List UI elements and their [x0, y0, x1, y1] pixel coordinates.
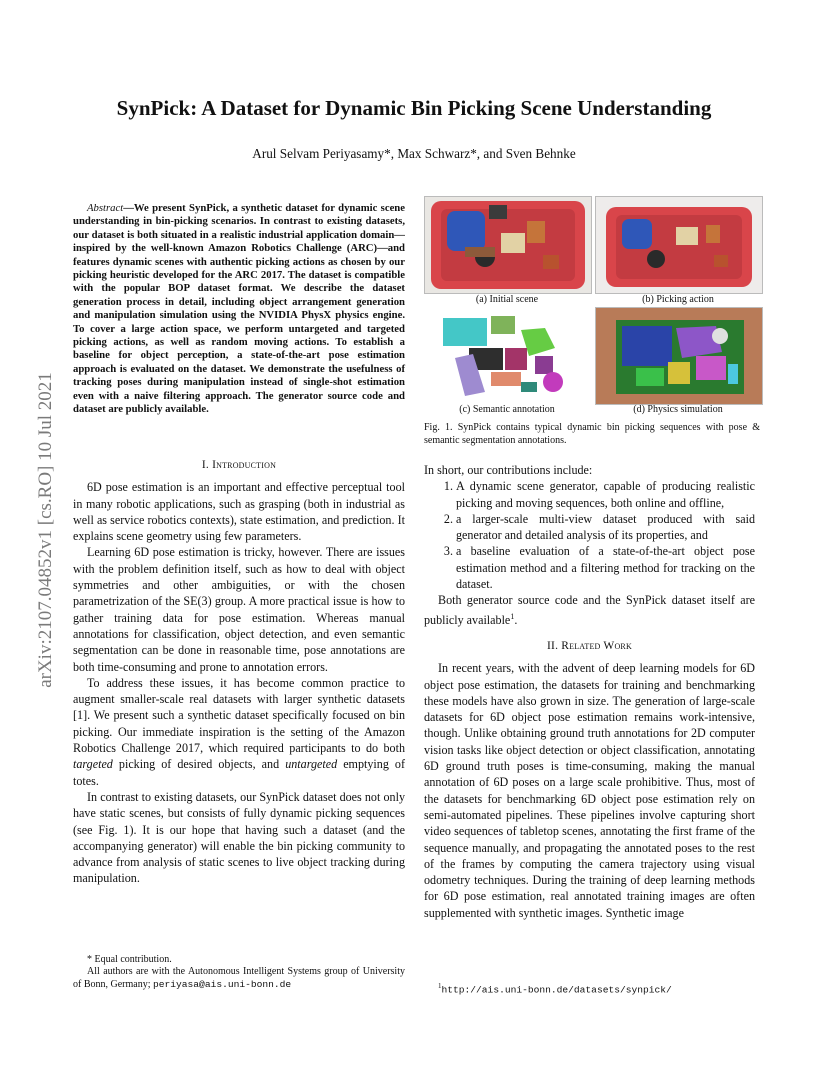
figure-panel-physics — [595, 307, 763, 405]
related-heading-num: II. — [547, 640, 559, 652]
intro-heading-text: Introduction — [212, 459, 277, 471]
subcaption-a: (a) Initial scene — [475, 294, 539, 305]
intro-heading — [73, 457, 405, 473]
physics-simulation-image — [596, 308, 762, 404]
contributions-list — [424, 478, 755, 592]
related-paragraph-1: In recent years, with the advent of deep learning models for 6D object pose estimation, the datasets for training and benchmarking these models have also grown in size. The generation of large-scale datasets for 6D object pose estimation remains work-intensive, though. Unlike obtaining ground truth annotations for 2D computer vision tasks like object detection or object classification, annotating 6D ground truth poses is time-consuming, making the manual annotation of 6D poses on a large scale prohibitive. Thus, most of the datasets for benchmarking 6D object pose estimation rely on semi-automated pipelines. These pipelines involve capturing short video sequences of tabletop scenes, annotating the first frame of the sequence manually, and propagating the annotated poses to the rest of the frames by computing the camera trajectory using visual odometry techniques. During the training of deep learning methods for 6D pose estimation, real annotated training images are often supplemented with synthetic images. Synthetic image — [424, 661, 755, 920]
intro-heading-num: I. — [201, 459, 209, 471]
figure-panel-initial-scene — [424, 196, 592, 294]
figure-panel-semantic — [424, 307, 592, 405]
figure-caption: Fig. 1. SynPick contains typical dynamic bin picking sequences with pose & semantic segmentation annotations. — [424, 422, 760, 446]
intro-paragraph-4: In contrast to existing datasets, our SynPick dataset does not only have static scenes, but consists of fully dynamic picking sequences (see Fig. 1). It is our hope that having such a dataset (and the accompanying generator) will enable the bin picking community to advance from analysis of static scenes to live object tracking during manipulation. — [73, 789, 405, 886]
contribution-item: 3. a baseline evaluation of a state-of-the-art object pose estimation method and a filtering method for tracking on the dataset. — [456, 543, 755, 592]
arxiv-stamp — [26, 300, 66, 760]
author-list: Arul Selvam Periyasamy*, Max Schwarz*, and Sven Behnke — [252, 146, 576, 161]
subcaption-d: (d) Physics simulation — [633, 404, 723, 415]
related-heading — [424, 638, 755, 654]
right-footnote — [424, 980, 755, 997]
closing-end: . — [514, 612, 518, 627]
introduction-section — [73, 457, 405, 887]
abstract — [73, 202, 405, 417]
intro-paragraph-1: 6D pose estimation is an important and effective perceptual tool in many robotic applications, such as grasping (both in industrial as well as service robotics contexts), state estimation, and prediction. It explains scene geometry using few parameters. — [73, 480, 405, 544]
intro-p3-targeted: targeted — [73, 757, 113, 772]
footnote-number: 1 — [438, 982, 442, 990]
picking-action-image — [596, 197, 762, 293]
subcaption-b: (b) Picking action — [642, 294, 714, 305]
intro-p3-c: emptying of totes. — [73, 757, 405, 788]
abstract-label: Abstract — [87, 202, 124, 214]
intro-p3-a: To address these issues, it has become common practice to augment smaller-scale real datasets with larger synthetic datasets [1]. We present such a synthetic dataset specifically focused on bin picking. Our immediate inspiration is the setting of the Amazon Robotics Challenge 2017, which required participants to do both — [73, 675, 405, 756]
intro-paragraph-3 — [73, 675, 405, 789]
semantic-annotation-image — [425, 308, 591, 404]
related-heading-text: Related Work — [561, 640, 632, 652]
footnote-marker: 1 — [510, 611, 515, 621]
figure-panel-picking-action — [595, 196, 763, 294]
affiliation-text: All authors are with the Autonomous Intelligent Systems group of University of Bonn, Germany; — [73, 966, 405, 990]
contribution-item: 2. a larger-scale multi-view dataset produced with said generator and detailed analysis of its properties, and — [456, 511, 755, 544]
arxiv-id: arXiv:2107.04852v1 [cs.RO] 10 Jul 2021 — [35, 372, 56, 688]
intro-paragraph-2: Learning 6D pose estimation is tricky, however. There are issues with the problem definition itself, such as how to deal with object symmetries and other ambiguities, or with the chosen parametrization of the SE(3) group. A more practical issue is how to gather training data for pose estimation. Whereas manual annotations for classification, object detection, and even semantic segmentation can be done in reasonable time, pose annotations are both time-consuming and prone to annotation errors. — [73, 545, 405, 674]
intro-p3-b: picking of desired objects, and — [112, 757, 286, 772]
contributions-section — [424, 462, 755, 921]
abstract-dash: — — [123, 202, 134, 214]
closing-text: Both generator source code and the SynPick dataset itself are publicly available — [424, 593, 755, 627]
abstract-text: We present SynPick, a synthetic dataset for dynamic scene understanding in bin-picking scenarios. In contrast to existing datasets, our dataset is both situated in a realistic industrial application domain—inspired by the well-known Amazon Robotics Challenge (ARC)—and features dynamic scenes with authentic picking actions as chosen by our picking heuristic developed for the ARC 2017. The dataset is compatible with the popular BOP dataset format. We describe the dataset generation process in detail, including object arrangement generation and manipulation simulation using the NVIDIA PhysX physics engine. To cover a large action space, we perform untargeted and targeted picking actions, as well as random moving actions. To establish a baseline for object perception, a state-of-the-art pose estimation approach is evaluated on the dataset. We demonstrate the usefulness of tracking poses during manipulation instead of single-shot estimation even with a naive filtering approach. The generator source code and dataset are publicly available. — [73, 202, 405, 416]
contribution-item: 1. A dynamic scene generator, capable of producing realistic picking and moving sequences, both online and offline, — [456, 478, 755, 511]
paper-title: SynPick: A Dataset for Dynamic Bin Picking Scene Understanding — [116, 96, 712, 120]
initial-scene-image — [425, 197, 591, 293]
intro-p3-untargeted: untargeted — [285, 757, 338, 772]
footnote-equal: * Equal contribution. — [87, 954, 172, 965]
footnote-affiliation — [73, 966, 405, 991]
contributions-closing — [424, 592, 755, 628]
left-footnotes — [73, 954, 405, 991]
contributions-lead: In short, our contributions include: — [424, 463, 593, 477]
subcaption-c: (c) Semantic annotation — [459, 404, 555, 415]
dataset-url[interactable]: http://ais.uni-bonn.de/datasets/synpick/ — [441, 984, 672, 996]
author-email: periyasa@ais.uni-bonn.de — [153, 978, 292, 990]
